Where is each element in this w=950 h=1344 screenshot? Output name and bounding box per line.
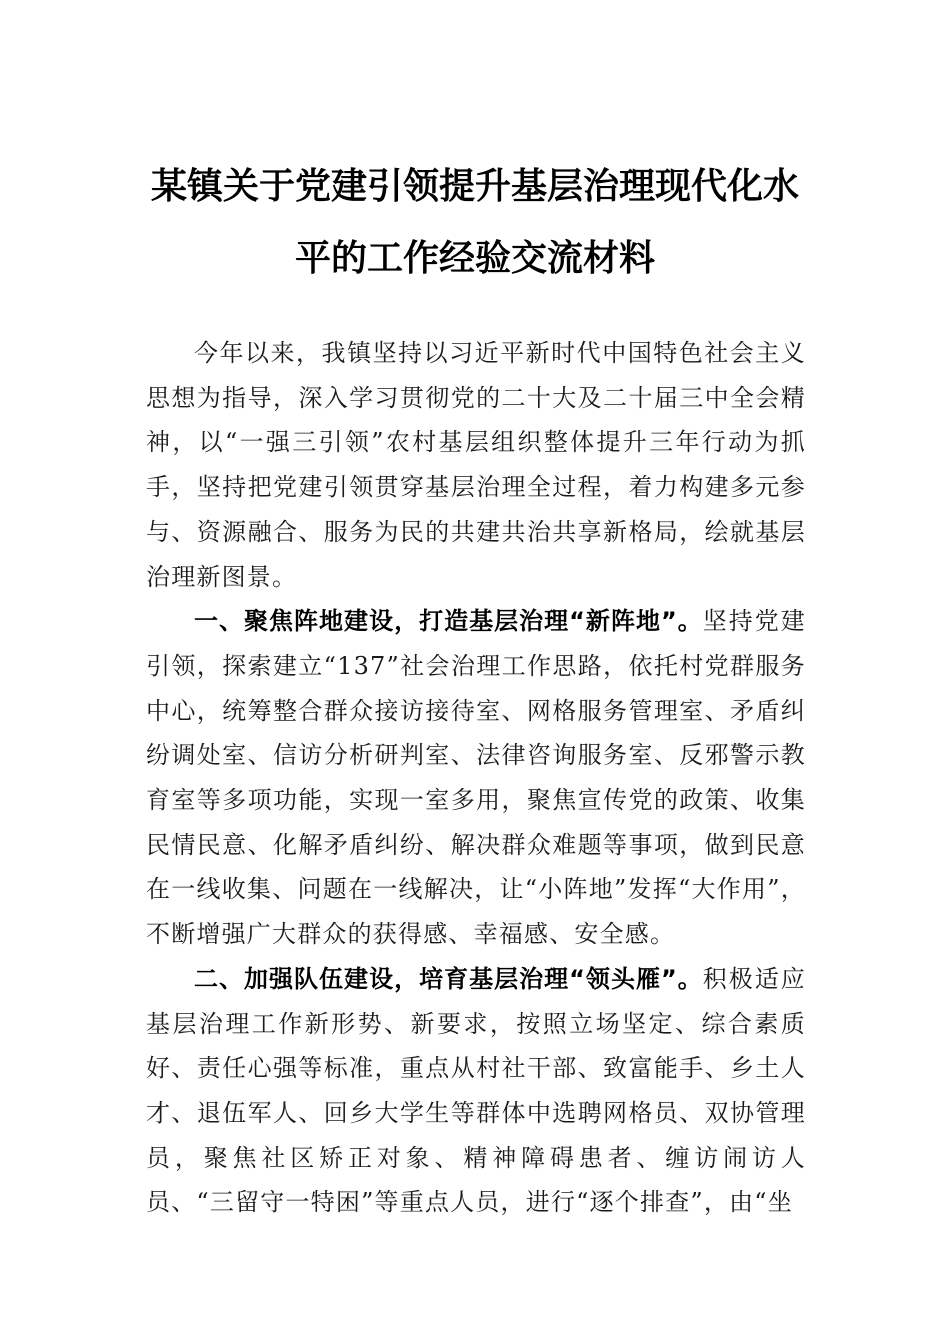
paragraph-section-2 bbox=[146, 957, 806, 1225]
paragraph-section-1 bbox=[146, 599, 806, 957]
paragraph-intro bbox=[146, 331, 806, 599]
document-body bbox=[146, 331, 806, 1225]
document-title-line-1: 某镇关于党建引领提升基层治理现代化水 bbox=[150, 165, 799, 207]
section-1-heading: 一、聚焦阵地建设，打造基层治理“新阵地”。 bbox=[194, 607, 703, 636]
section-2-heading: 二、加强队伍建设，培育基层治理“领头雁”。 bbox=[194, 964, 703, 993]
section-1-text: 坚持党建引领，探索建立“137”社会治理工作思路，依托村党群服务中心，统筹整合群众接访接待室、网格服务管理室、矛盾纠纷调处室、信访分析研判室、法律咨询服务室、反邪警示教育室等多项功能，实现一室多用，聚焦宣传党的政策、收集民情民意、化解矛盾纠纷、解决群众难题等事项，做到民意在一线收集、问题在一线解决，让“小阵地”发挥“大作用”，不断增强广大群众的获得感、幸福感、安全感。 bbox=[146, 607, 806, 949]
section-2-text: 积极适应基层治理工作新形势、新要求，按照立场坚定、综合素质好、责任心强等标准，重点从村社干部、致富能手、乡土人才、退伍军人、回乡大学生等群体中选聘网格员、双协管理员，聚焦社区矫正对象、精神障碍患者、缠访闹访人员、“三留守一特困”等重点人员，进行“逐个排查”，由“坐 bbox=[146, 964, 806, 1217]
paragraph-intro-text: 今年以来，我镇坚持以习近平新时代中国特色社会主义思想为指导，深入学习贯彻党的二十大及二十届三中全会精神，以“一强三引领”农村基层组织整体提升三年行动为抓手，坚持把党建引领贯穿基层治理全过程，着力构建多元参与、资源融合、服务为民的共建共治共享新格局，绘就基层治理新图景。 bbox=[146, 339, 806, 591]
document-title-line-2: 平的工作经验交流材料 bbox=[294, 237, 655, 279]
